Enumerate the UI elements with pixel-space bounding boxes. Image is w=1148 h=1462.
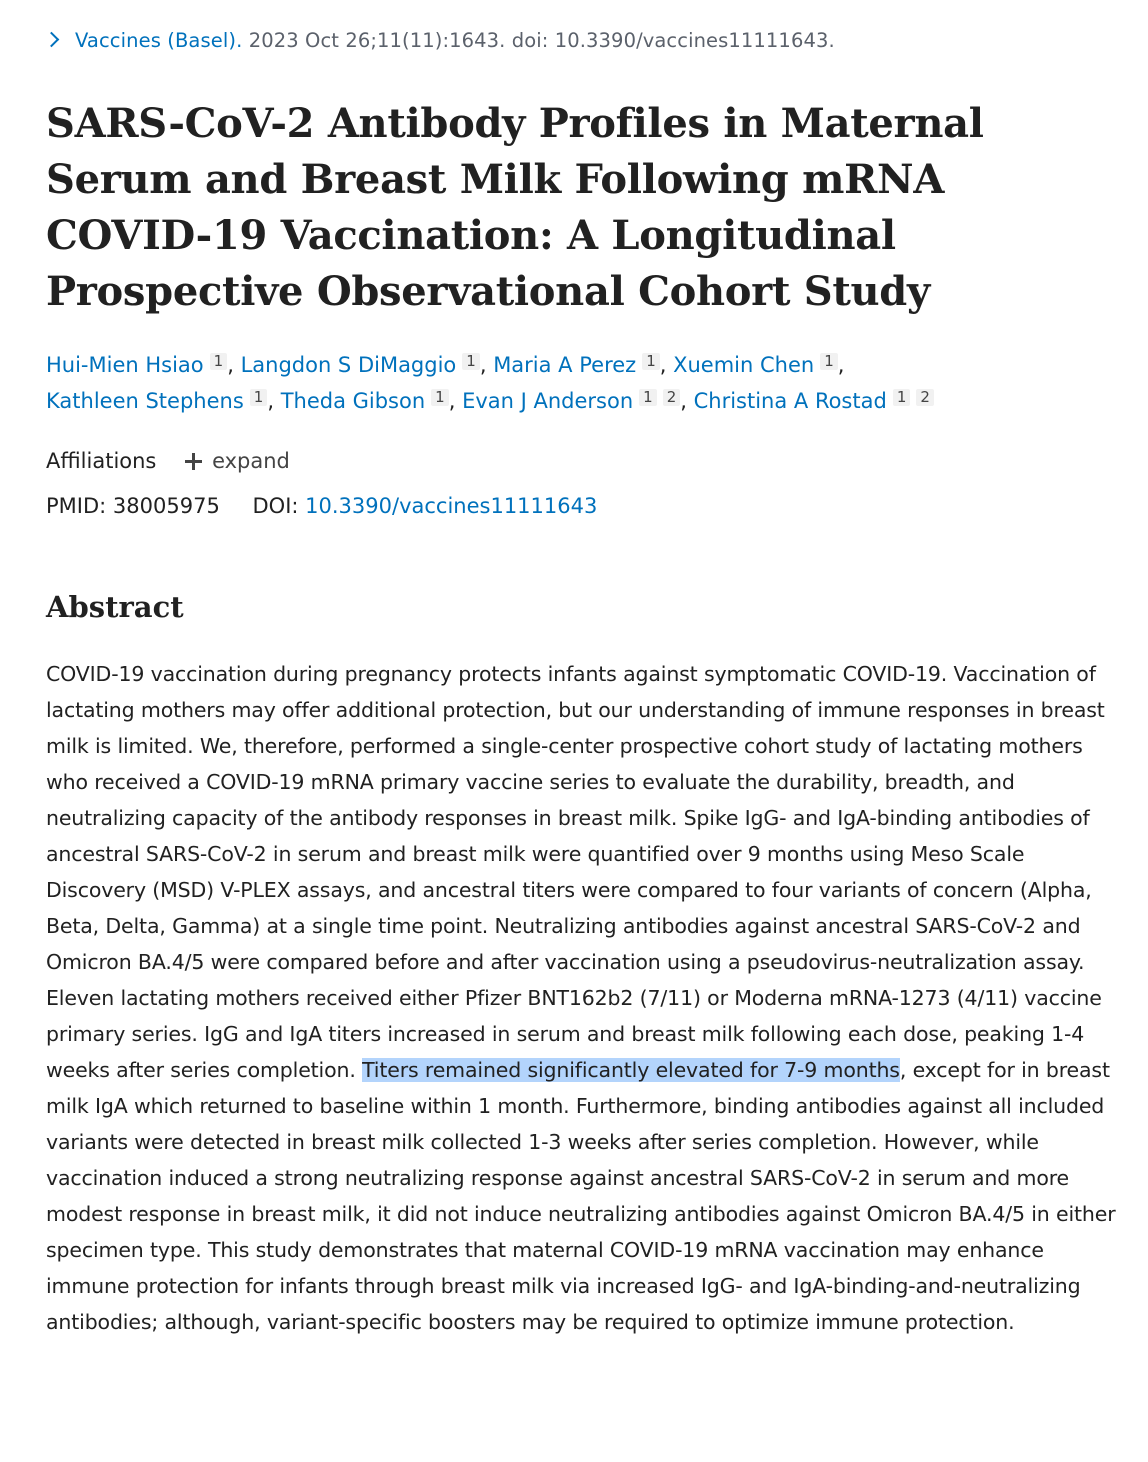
author-list: Hui-Mien Hsiao 1 , Langdon S DiMaggio 1 , Maria A Perez 1 , Xuemin Chen 1 , Kathleen Stephens 1 , Theda Gibson 1 , Evan J Anderson 1 2 , Christina A Rostad 1 2 [46,347,1106,419]
affiliation-number-link[interactable]: 1 [642,353,660,370]
affiliation-number-link[interactable]: 1 [210,353,228,370]
doi-link[interactable]: 10.3390/vaccines11111643 [305,494,598,518]
citation-line [46,29,835,52]
pmid-value: 38005975 [112,494,220,518]
doi-label: DOI: [252,494,299,518]
author-link[interactable]: Theda Gibson [280,389,426,413]
pmid-label: PMID: [46,494,107,518]
author-link[interactable]: Xuemin Chen [673,353,815,377]
author-link[interactable]: Maria A Perez [493,353,637,377]
affiliation-number-link[interactable]: 2 [916,389,934,406]
identifiers-row [46,494,597,518]
journal-link[interactable]: Vaccines (Basel). [75,29,243,52]
author-link[interactable]: Kathleen Stephens [46,389,244,413]
chevron-right-icon[interactable] [44,32,60,48]
abstract-text-after: , except for in breast milk IgA which returned to baseline within 1 month. Furthermore, binding antibodies against all included variants were detected in breast milk collected 1-3 weeks after series completion. However, while vaccination induced a strong neutralizing response against ancestral SARS-CoV-2 in serum and more modest response in breast milk, it did not induce neutralizing antibodies against Omicron BA.4/5 in either specimen type. This study demonstrates that maternal COVID-19 mRNA vaccination may enhance immune protection for infants through breast milk via increased IgG- and IgA-binding-and-neutralizing antibodies; although, variant-specific boosters may be required to optimize immune protection. [46,1058,1116,1334]
affiliation-number-link[interactable]: 2 [663,389,681,406]
abstract-heading: Abstract [46,590,184,624]
article-title: SARS-CoV-2 Antibody Profiles in Maternal Serum and Breast Milk Following mRNA COVID-19 Vaccination: A Longitudinal Prospective Observational Cohort Study [46,100,984,315]
author-link[interactable]: Evan J Anderson [462,389,634,413]
author-link[interactable]: Hui-Mien Hsiao [46,353,204,377]
affiliation-number-link[interactable]: 1 [820,353,838,370]
affiliation-number-link[interactable]: 1 [431,389,449,406]
abstract-highlighted-selection[interactable]: Titers remained significantly elevated for 7-9 months [362,1058,900,1082]
affiliations-label: Affiliations [46,449,157,473]
affiliations-row [46,449,290,473]
affiliation-number-link[interactable]: 1 [250,389,268,406]
affiliation-number-link[interactable]: 1 [639,389,657,406]
affiliation-number-link[interactable]: 1 [462,353,480,370]
expand-label: expand [212,449,290,473]
abstract-text [46,656,1118,1340]
affiliation-number-link[interactable]: 1 [893,389,911,406]
author-link[interactable]: Christina A Rostad [693,389,887,413]
plus-icon [185,453,202,470]
author-link[interactable]: Langdon S DiMaggio [240,353,457,377]
abstract-text-before: COVID-19 vaccination during pregnancy protects infants against symptomatic COVID-19. Vaccination of lactating mothers may offer additional protection, but our understanding of immune responses in breast milk is limited. We, therefore, performed a single-center prospective cohort study of lactating mothers who received a COVID-19 mRNA primary vaccine series to evaluate the durability, breadth, and neutralizing capacity of the antibody responses in breast milk. Spike IgG- and IgA-binding antibodies of ancestral SARS-CoV-2 in serum and breast milk were quantified over 9 months using Meso Scale Discovery (MSD) V-PLEX assays, and ancestral titers were compared to four variants of concern (Alpha, Beta, Delta, Gamma) at a single time point. Neutralizing antibodies against ancestral SARS-CoV-2 and Omicron BA.4/5 were compared before and after vaccination using a pseudovirus-neutralization assay. Eleven lactating mothers received either Pfizer BNT162b2 (7/11) or Moderna mRNA-1273 (4/11) vaccine primary series. IgG and IgA titers increased in serum and breast milk following each dose, peaking 1-4 weeks after series completion. [46,662,1105,1082]
affiliations-expand-button[interactable] [185,449,290,473]
citation-details: 2023 Oct 26;11(11):1643. doi: 10.3390/vaccines11111643. [248,29,835,52]
